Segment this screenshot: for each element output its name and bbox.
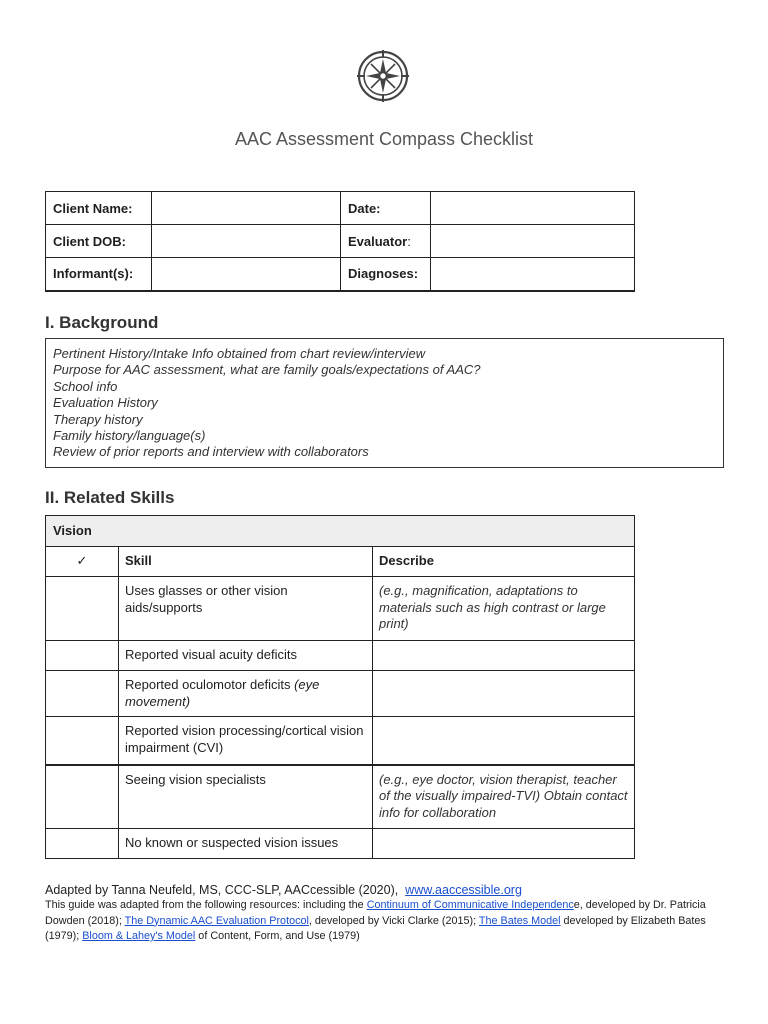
credit-line [45, 882, 725, 898]
check-cell[interactable] [46, 641, 119, 671]
check-cell[interactable] [46, 765, 119, 829]
describe-cell[interactable] [373, 641, 635, 671]
describe-cell[interactable] [373, 829, 635, 859]
describe-cell[interactable] [373, 671, 635, 717]
sources-text [45, 898, 725, 945]
client-info-row [46, 258, 635, 291]
background-item: Review of prior reports and interview with collaborators [53, 444, 369, 460]
evaluator-label-cell [341, 225, 431, 258]
bloom-after: of Content, Form, and Use (1979) [195, 930, 360, 942]
bates-after: developed by Elizabeth Bates (1979); [45, 914, 706, 942]
check-cell[interactable] [46, 717, 119, 765]
client-info-row [46, 225, 635, 258]
client-name-label: Client Name: [46, 192, 152, 225]
bloom-link[interactable]: Bloom & Lahey's Model [82, 930, 196, 942]
evaluator-label: Evaluator [348, 233, 408, 249]
background-item: Family history/language(s) [53, 428, 206, 444]
background-item: Therapy history [53, 411, 143, 427]
describe-cell[interactable] [373, 717, 635, 765]
client-name-field[interactable] [152, 192, 341, 225]
diagnoses-field[interactable] [431, 258, 635, 291]
skill-column-header: Skill [119, 547, 373, 577]
background-item: Evaluation History [53, 395, 158, 411]
related-skills-heading: II. Related Skills [45, 488, 175, 507]
compass-icon [356, 49, 410, 103]
credit-text: Adapted by Tanna Neufeld, MS, CCC-SLP, AACcessible (2020), [45, 883, 399, 897]
check-cell[interactable] [46, 577, 119, 641]
sources-intro: This guide was adapted from the following resources: including the [45, 899, 367, 911]
background-item: Pertinent History/Intake Info obtained from chart review/interview [53, 346, 426, 361]
informants-field[interactable] [152, 258, 341, 291]
check-cell[interactable] [46, 829, 119, 859]
skill-text: Reported oculomotor deficits [125, 677, 295, 692]
client-info-row [46, 192, 635, 225]
skill-cell: Reported vision processing/cortical vision impairment (CVI) [119, 717, 373, 765]
cci-after: e, developed by Dr. Patricia Dowden (2018); [45, 899, 706, 927]
table-row [46, 829, 635, 859]
describe-cell[interactable]: (e.g., eye doctor, vision therapist, teacher of the visually impaired-TVI) Obtain contact info for collaboration [373, 765, 635, 829]
diagnoses-label: Diagnoses: [341, 258, 431, 291]
background-box[interactable] [45, 338, 724, 468]
date-field[interactable] [431, 192, 635, 225]
client-dob-field[interactable] [152, 225, 341, 258]
table-row [46, 717, 635, 765]
skill-text-italic: (eye movement) [125, 677, 320, 709]
skill-cell: Seeing vision specialists [119, 765, 373, 829]
background-item: School info [53, 378, 118, 394]
cci-link[interactable]: Continuum of Communicative Independenc [366, 899, 574, 911]
evaluator-colon: : [407, 233, 411, 249]
daep-after: , developed by Vicki Clarke (2015); [308, 914, 479, 927]
table-row [46, 765, 635, 829]
skill-cell: Reported visual acuity deficits [119, 641, 373, 671]
footer [45, 882, 725, 945]
aaccessible-link[interactable]: www.aaccessible.org [405, 883, 522, 897]
check-column-header: ✓ [46, 547, 119, 577]
vision-header: Vision [46, 516, 635, 547]
vision-header-row [46, 516, 635, 547]
skill-cell: No known or suspected vision issues [119, 829, 373, 859]
vision-skills-table [45, 515, 635, 859]
column-header-row [46, 547, 635, 577]
bates-link[interactable]: The Bates Model [478, 914, 561, 927]
evaluator-field[interactable] [431, 225, 635, 258]
describe-column-header: Describe [373, 547, 635, 577]
check-cell[interactable] [46, 671, 119, 717]
describe-cell[interactable]: (e.g., magnification, adaptations to materials such as high contrast or large print) [373, 577, 635, 641]
background-item: Purpose for AAC assessment, what are family goals/expectations of AAC? [53, 362, 481, 378]
skill-cell [119, 671, 373, 717]
document-title: AAC Assessment Compass Checklist [234, 129, 534, 149]
date-label: Date: [341, 192, 431, 225]
informants-label: Informant(s): [46, 258, 152, 291]
table-row [46, 671, 635, 717]
daep-link[interactable]: The Dynamic AAC Evaluation Protocol [124, 914, 309, 927]
skill-cell: Uses glasses or other vision aids/supports [119, 577, 373, 641]
table-row [46, 577, 635, 641]
client-info-table [45, 191, 635, 292]
background-heading: I. Background [45, 313, 159, 332]
table-row [46, 641, 635, 671]
client-dob-label: Client DOB: [46, 225, 152, 258]
